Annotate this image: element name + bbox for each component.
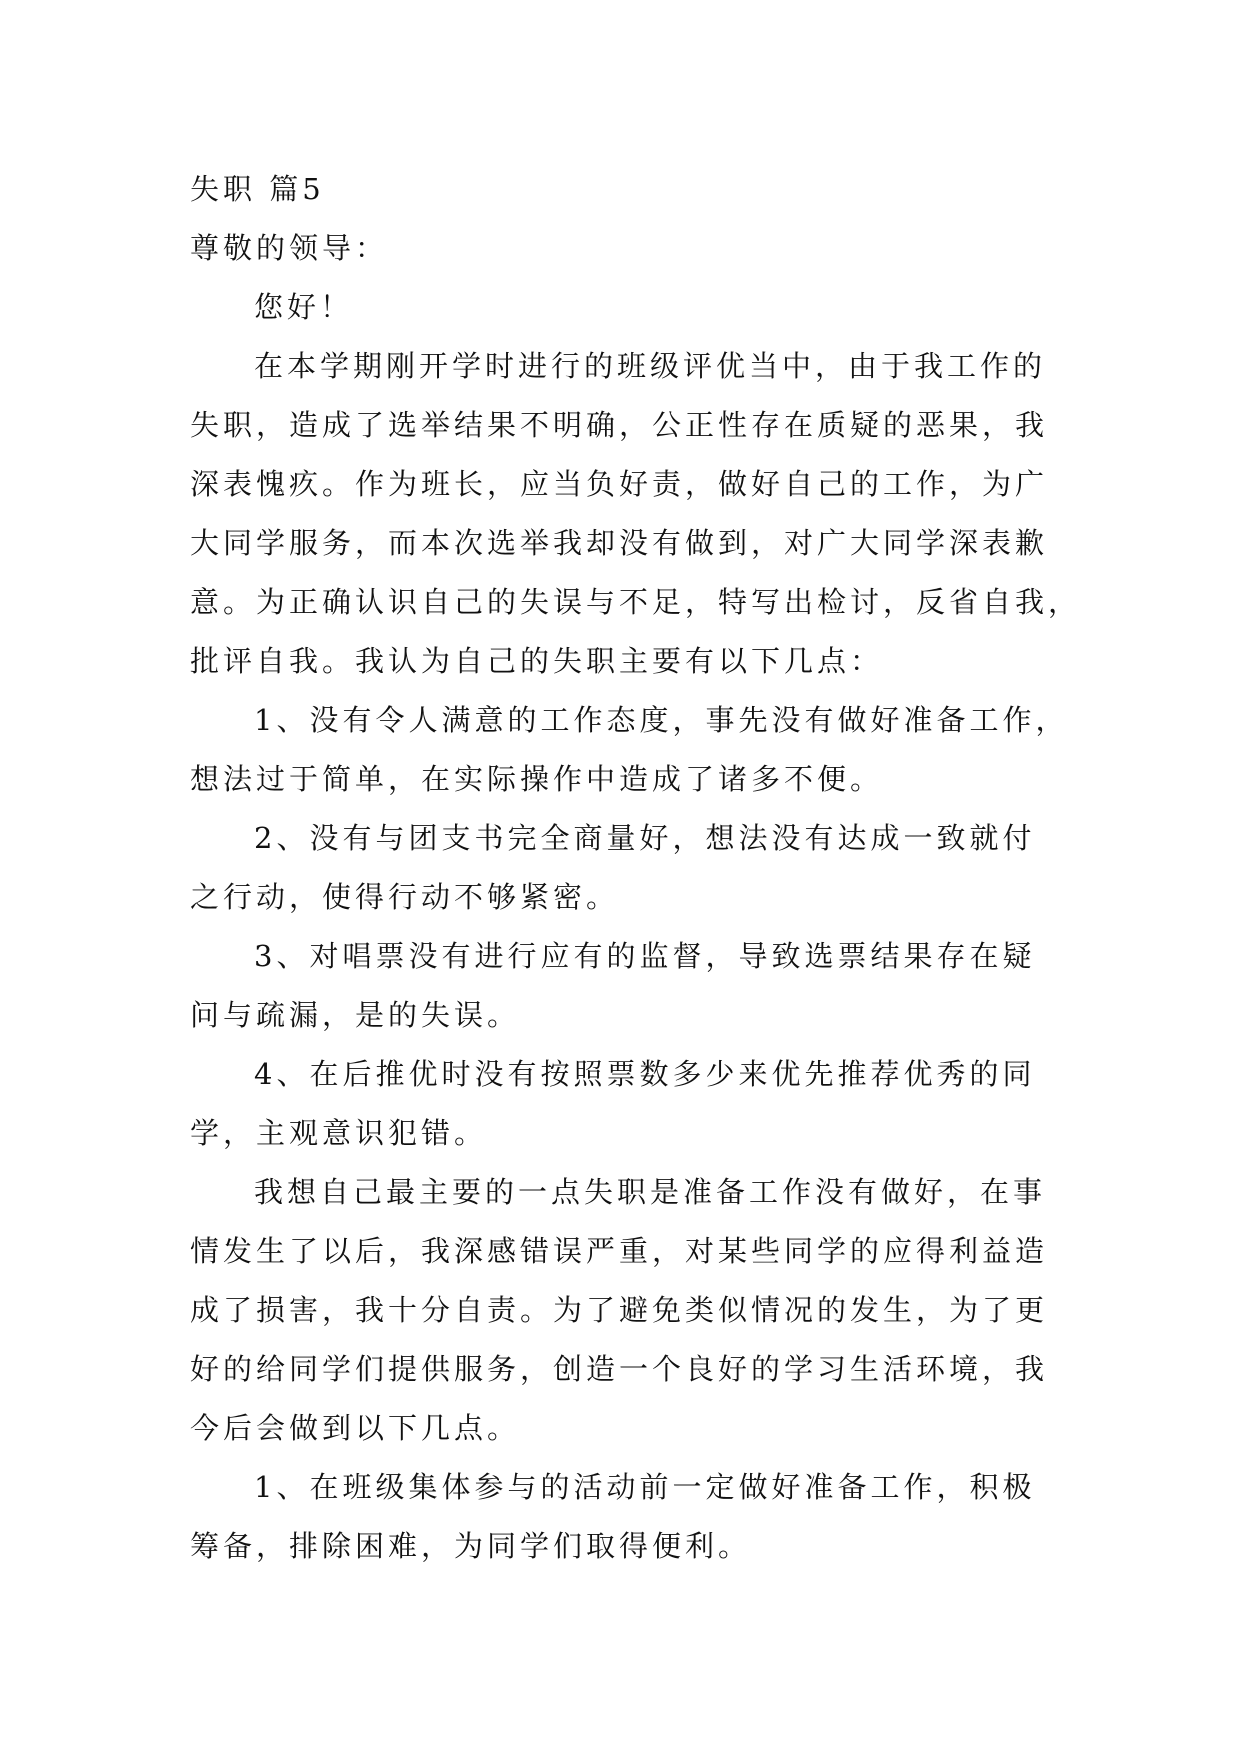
list-item-line: 学，主观意识犯错。 <box>190 1116 488 1150</box>
salutation: 尊敬的领导： <box>190 231 389 265</box>
paragraph-line: 意。为正确认识自己的失误与不足，特写出检讨，反省自我， <box>190 585 1082 619</box>
paragraph-line: 失职，造成了选举结果不明确，公正性存在质疑的恶果，我 <box>190 408 1049 442</box>
list-item-line: 4、在后推优时没有按照票数多少来优先推荐优秀的同 <box>254 1057 1036 1091</box>
paragraph-line: 好的给同学们提供服务，创造一个良好的学习生活环境，我 <box>190 1352 1049 1386</box>
paragraph-line: 在本学期刚开学时进行的班级评优当中，由于我工作的 <box>254 349 1047 383</box>
document-title: 失职 篇5 <box>190 172 325 206</box>
list-item-line: 想法过于简单，在实际操作中造成了诸多不便。 <box>190 762 884 796</box>
paragraph-line: 成了损害，我十分自责。为了避免类似情况的发生，为了更 <box>190 1293 1049 1327</box>
paragraph-line: 大同学服务，而本次选举我却没有做到，对广大同学深表歉 <box>190 526 1049 560</box>
paragraph-line: 情发生了以后，我深感错误严重，对某些同学的应得利益造 <box>190 1234 1049 1268</box>
greeting: 您好！ <box>254 290 354 324</box>
list-item-line: 之行动，使得行动不够紧密。 <box>190 880 620 914</box>
paragraph-line: 批评自我。我认为自己的失职主要有以下几点： <box>190 644 884 678</box>
list-item-line: 1、在班级集体参与的活动前一定做好准备工作，积极 <box>254 1470 1036 1504</box>
paragraph-line: 深表愧疚。作为班长，应当负好责，做好自己的工作，为广 <box>190 467 1049 501</box>
list-item-line: 3、对唱票没有进行应有的监督，导致选票结果存在疑 <box>254 939 1036 973</box>
paragraph-line: 今后会做到以下几点。 <box>190 1411 521 1445</box>
document-body <box>190 160 1082 1576</box>
list-item-line: 问与疏漏，是的失误。 <box>190 998 521 1032</box>
list-item-line: 2、没有与团支书完全商量好，想法没有达成一致就付 <box>254 821 1036 855</box>
paragraph-line: 我想自己最主要的一点失职是准备工作没有做好，在事 <box>254 1175 1047 1209</box>
list-item-line: 1、没有令人满意的工作态度，事先没有做好准备工作， <box>254 703 1069 737</box>
list-item-line: 筹备，排除困难，为同学们取得便利。 <box>190 1529 752 1563</box>
